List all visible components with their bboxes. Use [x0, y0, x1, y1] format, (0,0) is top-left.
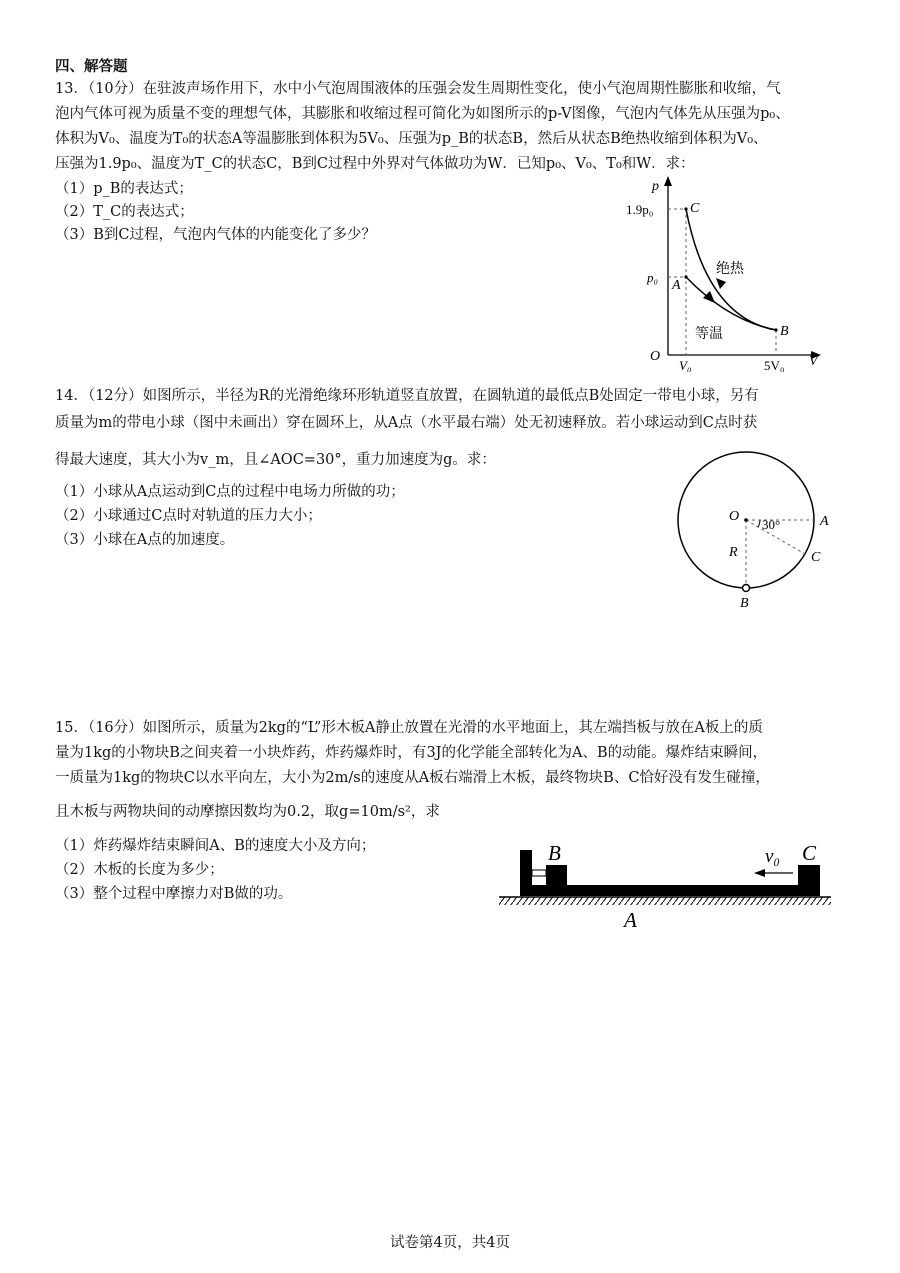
- explosive: [532, 870, 546, 876]
- block-b-label: B: [548, 841, 561, 865]
- axis-p-label: p: [652, 179, 659, 194]
- point-o-label: O: [729, 509, 740, 524]
- block-b: [546, 865, 567, 885]
- q15-line-1: 15．（16分）如图所示，质量为2kg的“L”形木板A静止放置在光滑的水平地面上，其左端挡板与放在A板上的质: [55, 720, 763, 736]
- q14-line-2: 质量为m的带电小球（图中未画出）穿在圆环上，从A点（水平最右端）处无初速释放。若小球运动到C点时获: [55, 415, 758, 431]
- pv-diagram: [620, 172, 830, 372]
- q14-sub-2: （2）小球通过C点时对轨道的压力大小；: [55, 508, 322, 524]
- q15-line-4: 且木板与两物块间的动摩擦因数均为0.2，取g=10m/s²，求: [55, 804, 440, 820]
- p-high-label: 1.9p₀: [626, 202, 654, 217]
- ball-b: [743, 585, 750, 592]
- q14-sub-3: （3）小球在A点的加速度。: [55, 532, 235, 548]
- velocity-label: v₀: [765, 846, 781, 867]
- q15-line-2: 量为1kg的小物块B之间夹着一小块炸药，炸药爆炸时，有3J的化学能全部转化为A、B的动能。爆炸结束瞬间，: [55, 745, 768, 761]
- point-c-label: C: [690, 201, 700, 216]
- q13-line-1: 13．（10分）在驻波声场作用下，水中小气泡周围液体的压强会发生周期性变化，使小气泡周期性膨胀和收缩，气: [55, 81, 781, 97]
- adiabatic-label: 绝热: [716, 262, 744, 277]
- q13-line-3: 体积为V₀、温度为T₀的状态A等温膨胀到体积为5V₀、压强为p_B的状态B，然后从状态B绝热收缩到体积为V₀、: [55, 131, 768, 147]
- point-c-label: C: [811, 550, 821, 565]
- point-a-label: A: [672, 278, 681, 293]
- q14-sub-1: （1）小球从A点运动到C点的过程中电场力所做的功；: [55, 484, 405, 500]
- origin-label: O: [650, 349, 661, 364]
- board-a: [520, 885, 820, 896]
- radius-label: R: [729, 545, 738, 560]
- point-b-label: B: [780, 324, 789, 339]
- q15-line-3: 一质量为1kg的物块C以水平向左，大小为2m/s的速度从A板右端滑上木板，最终物块B、C恰好没有发生碰撞，: [55, 770, 770, 786]
- q15-sub-1: （1）炸药爆炸结束瞬间A、B的速度大小及方向；: [55, 838, 376, 854]
- p-low-label: p₀: [647, 270, 659, 285]
- q13-line-4: 压强为1.9p₀、温度为T_C的状态C，B到C过程中外界对气体做功为W．已知p₀、V₀、T₀和W．求：: [55, 156, 695, 172]
- v-high-label: 5V₀: [764, 358, 785, 372]
- isothermal-curve: [686, 277, 776, 330]
- q15-sub-3: （3）整个过程中摩擦力对B做的功。: [55, 886, 293, 902]
- section-title: 四、解答题: [55, 58, 128, 75]
- q14-line-3: 得最大速度，其大小为v_m，且∠AOC=30°，重力加速度为g。求：: [55, 452, 496, 468]
- q13-sub-3: （3）B到C过程，气泡内气体的内能变化了多少？: [55, 227, 376, 243]
- q13-sub-1: （1）p_B的表达式；: [55, 181, 193, 197]
- board-a-label: A: [624, 908, 637, 932]
- board-a-stop: [520, 850, 532, 886]
- isothermal-label: 等温: [695, 327, 723, 342]
- v-low-label: V₀: [679, 358, 692, 372]
- q13-sub-2: （2）T_C的表达式；: [55, 204, 194, 220]
- q14-line-1: 14．（12分）如图所示，半径为R的光滑绝缘环形轨道竖直放置，在圆轨道的最低点B处固定一带电小球，另有: [55, 388, 759, 404]
- q15-sub-2: （2）木板的长度为多少；: [55, 862, 224, 878]
- axis-v-label: V: [809, 354, 818, 369]
- ring-diagram: [665, 440, 855, 615]
- angle-label: 30°: [762, 517, 781, 532]
- page-footer: 试卷第4页，共4页: [390, 1235, 510, 1251]
- board-diagram: [495, 838, 835, 933]
- point-a-label: A: [820, 514, 829, 529]
- block-c-label: C: [802, 841, 817, 865]
- point-b-label: B: [740, 596, 749, 611]
- block-c: [798, 865, 820, 885]
- q13-line-2: 泡内气体可视为质量不变的理想气体，其膨胀和收缩过程可简化为如图所示的p-V图像，气泡内气体先从压强为p₀、: [55, 106, 790, 122]
